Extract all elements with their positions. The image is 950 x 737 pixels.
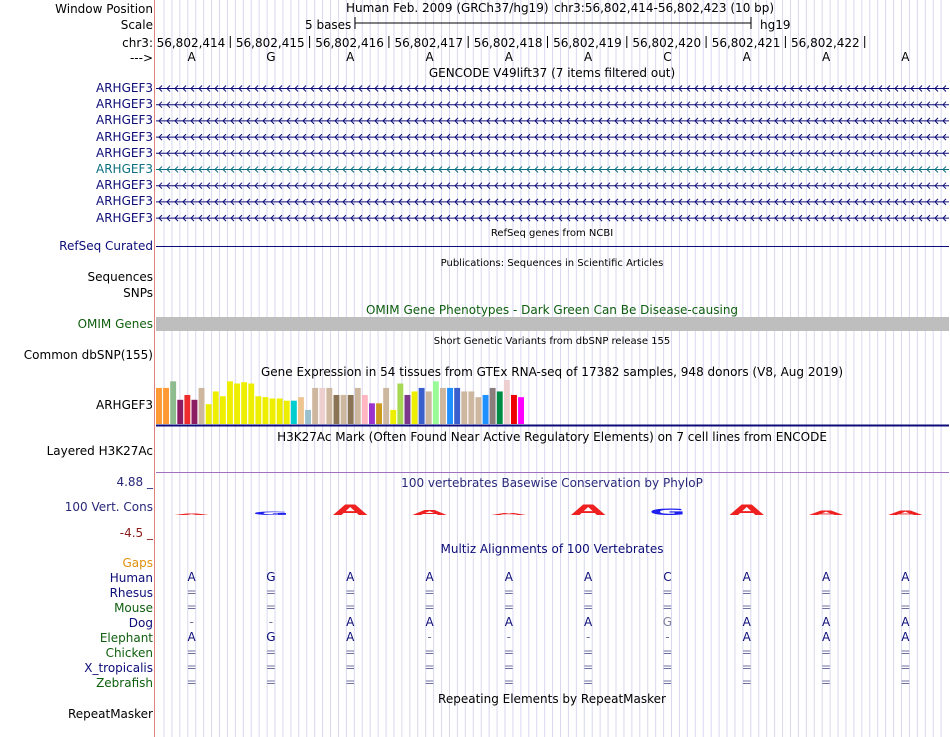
alignment-base: - — [189, 615, 194, 629]
alignment-base: = — [265, 660, 276, 674]
gtex-tissue-bar[interactable] — [497, 391, 503, 424]
gtex-tissue-bar[interactable] — [461, 391, 467, 424]
gtex-tissue-bar[interactable] — [241, 382, 247, 424]
phylop-max-label: 4.88 _ — [116, 475, 153, 489]
position-text: chr3:56,802,414-56,802,423 (10 bp) — [554, 1, 775, 15]
gtex-tissue-bar[interactable] — [163, 388, 169, 424]
gtex-tissue-bar[interactable] — [255, 396, 261, 424]
alignment-base: A — [584, 570, 593, 584]
coordinate-label: 56,802,420 — [632, 36, 702, 50]
alignment-base: A — [346, 570, 355, 584]
gtex-tissue-bar[interactable] — [277, 398, 283, 424]
alignment-base: = — [345, 675, 356, 689]
gene-label[interactable]: ARHGEF3 — [96, 145, 153, 160]
alignment-base: A — [425, 615, 434, 629]
species-label[interactable]: Chicken — [105, 646, 153, 660]
phylop-base-glyph — [888, 509, 923, 516]
gene-label[interactable]: ARHGEF3 — [96, 178, 153, 193]
gtex-tissue-bar[interactable] — [263, 397, 269, 424]
base-letter: A — [346, 50, 355, 64]
alignment-base: - — [268, 615, 274, 629]
alignment-base: A — [821, 570, 831, 584]
gtex-tissue-bar[interactable] — [397, 384, 403, 424]
gtex-tissue-bar[interactable] — [184, 395, 190, 424]
phylop-base-glyph — [809, 509, 844, 516]
gtex-tissue-bar[interactable] — [419, 388, 425, 424]
alignment-base: A — [584, 615, 593, 629]
base-letter: C — [663, 50, 672, 64]
alignment-base: = — [503, 600, 514, 614]
base-letter: A — [821, 50, 831, 64]
gtex-tissue-bar[interactable] — [447, 388, 453, 424]
phylop-track-label[interactable]: 100 Vert. Cons — [64, 500, 153, 514]
alignment-base: A — [504, 615, 513, 629]
base-letter: G — [266, 50, 276, 64]
phylop-letter: A — [888, 509, 923, 517]
phylop-track-title: 100 vertebrates Basewise Conservation by PhyloP — [401, 476, 703, 490]
alignment-base: = — [900, 660, 911, 674]
alignment-base: = — [741, 600, 752, 614]
gene-label[interactable]: ARHGEF3 — [96, 162, 153, 176]
alignment-base: = — [821, 600, 832, 614]
gtex-tissue-bar[interactable] — [362, 395, 368, 424]
gtex-tissue-bar[interactable] — [490, 388, 496, 424]
alignment-base: = — [821, 660, 832, 674]
alignment-base: = — [821, 675, 832, 689]
alignment-base: G — [662, 615, 673, 629]
gene-label[interactable]: ARHGEF3 — [96, 194, 153, 209]
phylop-base-glyph — [253, 511, 290, 516]
gene-label[interactable]: ARHGEF3 — [96, 113, 153, 128]
alignment-base: = — [265, 675, 276, 689]
alignment-base: C — [663, 570, 672, 584]
alignment-base: A — [742, 570, 751, 584]
gene-label[interactable]: ARHGEF3 — [96, 129, 153, 144]
alignment-base: = — [186, 600, 197, 614]
alignment-base: = — [662, 660, 673, 674]
alignment-base: = — [583, 585, 594, 599]
publications-track-title: Publications: Sequences in Scientific Articles — [440, 258, 664, 269]
dbsnp-track-label[interactable]: Common dbSNP(155) — [23, 348, 153, 362]
alignment-base: = — [583, 660, 594, 674]
sequences-track-label[interactable]: Sequences — [87, 270, 153, 284]
window-position-label: Window Position — [55, 2, 153, 16]
alignment-base: - — [665, 630, 670, 644]
h3k27ac-track-label[interactable]: Layered H3K27Ac — [46, 444, 153, 458]
alignment-base: = — [503, 645, 514, 659]
gtex-tissue-bar[interactable] — [248, 384, 254, 424]
coordinate-label: 56,802,418 — [473, 36, 543, 50]
alignment-base: = — [741, 585, 752, 599]
gtex-tissue-bar[interactable] — [319, 388, 325, 424]
phylop-min-label: -4.5 _ — [119, 526, 153, 540]
base-letter: A — [187, 50, 196, 64]
coordinate-label: 56,802,422 — [790, 36, 860, 50]
alignment-base: G — [266, 630, 276, 644]
alignment-base: = — [900, 645, 911, 659]
gtex-tissue-bar[interactable] — [390, 410, 396, 424]
species-label[interactable]: Zebrafish — [96, 676, 153, 690]
phylop-base-glyph — [729, 502, 764, 518]
alignment-base: - — [506, 630, 512, 644]
phylop-letter: G — [252, 511, 290, 517]
alignment-base: = — [186, 645, 197, 659]
alignment-base: = — [345, 600, 356, 614]
alignment-base: = — [583, 600, 594, 614]
base-letter: A — [742, 50, 751, 64]
phylop-letter: A — [729, 501, 765, 519]
repeatmasker-track-label[interactable]: RepeatMasker — [67, 707, 153, 721]
gtex-tissue-bar[interactable] — [227, 381, 233, 424]
alignment-base: = — [186, 660, 197, 674]
gtex-tissue-bar[interactable] — [220, 396, 226, 424]
species-label[interactable]: Rhesus — [109, 586, 153, 600]
gtex-tissue-bar[interactable] — [518, 397, 524, 424]
gtex-tissue-bar[interactable] — [199, 388, 205, 424]
alignment-base: = — [662, 600, 673, 614]
coordinate-label: 56,802,416 — [315, 36, 384, 50]
gtex-tissue-bar[interactable] — [476, 397, 482, 424]
alignment-base: - — [427, 630, 432, 644]
omim-track-title: OMIM Gene Phenotypes - Dark Green Can Be Disease-causing — [365, 303, 739, 317]
alignment-base: = — [741, 675, 752, 689]
phylop-letter: A — [332, 501, 368, 519]
chrom-label: chr3: — [122, 36, 153, 50]
phylop-base-glyph — [492, 513, 527, 516]
alignment-base: A — [346, 615, 355, 629]
db-text: hg19 — [760, 18, 791, 32]
alignment-base: G — [266, 570, 276, 584]
phylop-letter: A — [808, 509, 844, 517]
gtex-tissue-bar[interactable] — [348, 395, 354, 424]
phylop-letter: A — [412, 508, 447, 517]
snps-track-label[interactable]: SNPs — [123, 286, 153, 300]
gtex-tissue-bar[interactable] — [383, 388, 389, 424]
gaps-label[interactable]: Gaps — [122, 556, 153, 570]
alignment-base: = — [186, 585, 197, 599]
omim-gene-bar[interactable] — [156, 317, 949, 331]
gtex-tissue-bar[interactable] — [341, 395, 347, 424]
alignment-base: A — [504, 570, 513, 584]
gtex-tissue-bar[interactable] — [454, 388, 460, 424]
alignment-base: = — [503, 660, 514, 674]
alignment-base: = — [741, 645, 752, 659]
species-label[interactable]: Mouse — [114, 601, 153, 615]
scale-label: Scale — [120, 18, 153, 32]
alignment-base: = — [583, 645, 594, 659]
alignment-base: = — [186, 675, 197, 689]
gtex-tissue-bar[interactable] — [170, 381, 176, 424]
gtex-tissue-bar[interactable] — [192, 400, 198, 424]
gtex-tissue-bar[interactable] — [426, 391, 432, 424]
alignment-base: = — [265, 600, 276, 614]
gene-label[interactable]: ARHGEF3 — [96, 210, 153, 225]
alignment-base: = — [424, 645, 435, 659]
multiz-track-title: Multiz Alignments of 100 Vertebrates — [440, 542, 664, 556]
base-letter: A — [504, 50, 513, 64]
gtex-tissue-bar[interactable] — [483, 395, 489, 424]
alignment-base: - — [585, 630, 591, 644]
gtex-tissue-bar[interactable] — [440, 388, 446, 424]
coordinate-label: 56,802,421 — [711, 36, 781, 50]
gencode-track-title: GENCODE V49lift37 (7 items filtered out) — [428, 66, 676, 80]
alignment-base: = — [741, 660, 752, 674]
phylop-letter: A — [570, 501, 606, 519]
phylop-base-glyph — [649, 507, 686, 517]
gtex-track-label[interactable]: ARHGEF3 — [96, 398, 153, 412]
alignment-base: A — [187, 630, 196, 644]
alignment-base: A — [346, 630, 355, 644]
gene-label[interactable]: ARHGEF3 — [96, 81, 153, 95]
gtex-tissue-bar[interactable] — [405, 395, 411, 424]
gtex-tissue-bar[interactable] — [504, 380, 510, 424]
phylop-letter: A — [174, 513, 209, 516]
gtex-tissue-bar[interactable] — [433, 381, 439, 424]
coordinate-label: 56,802,419 — [553, 36, 622, 50]
coordinate-label: 56,802,414 — [156, 36, 226, 50]
refseq-track-title: RefSeq genes from NCBI — [490, 228, 614, 239]
alignment-base: = — [503, 585, 514, 599]
dbsnp-track-title: Short Genetic Variants from dbSNP release 155 — [433, 336, 671, 347]
scale-text: 5 bases — [305, 18, 352, 32]
alignment-base: = — [345, 660, 356, 674]
refseq-track-label[interactable]: RefSeq Curated — [59, 239, 153, 253]
gtex-tissue-bar[interactable] — [298, 397, 304, 424]
alignment-base: A — [742, 615, 751, 629]
phylop-base-glyph — [174, 513, 209, 515]
species-label[interactable]: X_tropicalis — [84, 661, 153, 675]
alignment-base: = — [345, 585, 356, 599]
alignment-base: = — [583, 675, 594, 689]
species-label[interactable]: Elephant — [99, 631, 153, 645]
gtex-tissue-bar[interactable] — [206, 404, 212, 424]
alignment-base: = — [821, 585, 832, 599]
alignment-base: = — [662, 645, 673, 659]
alignment-base: A — [821, 615, 831, 629]
alignment-base: A — [901, 570, 910, 584]
gtex-tissue-bar[interactable] — [284, 401, 290, 424]
alignment-base: A — [901, 630, 910, 644]
alignment-base: A — [901, 615, 910, 629]
gtex-tissue-bar[interactable] — [234, 384, 240, 424]
gtex-tissue-bar[interactable] — [334, 395, 340, 424]
base-letter: A — [584, 50, 593, 64]
base-letter: A — [901, 50, 910, 64]
gtex-tissue-bar[interactable] — [312, 388, 318, 424]
alignment-base: = — [265, 645, 276, 659]
repeatmasker-track-title: Repeating Elements by RepeatMasker — [438, 692, 666, 706]
alignment-base: = — [503, 675, 514, 689]
gtex-tissue-bar[interactable] — [511, 395, 517, 424]
phylop-base-glyph — [412, 508, 447, 516]
alignment-base: = — [662, 675, 673, 689]
gtex-tissue-bar[interactable] — [270, 398, 276, 424]
alignment-base: A — [742, 630, 751, 644]
alignment-base: A — [425, 570, 434, 584]
strand-label: ---> — [129, 51, 153, 65]
gene-label[interactable]: ARHGEF3 — [96, 97, 153, 112]
alignment-base: = — [424, 585, 435, 599]
assembly-text: Human Feb. 2009 (GRCh37/hg19) — [346, 1, 549, 15]
alignment-base: = — [900, 675, 911, 689]
gtex-tissue-bar[interactable] — [156, 388, 162, 424]
omim-track-label[interactable]: OMIM Genes — [77, 317, 153, 331]
species-label[interactable]: Dog — [128, 616, 153, 630]
alignment-base: = — [662, 585, 673, 599]
coordinate-label: 56,802,415 — [235, 36, 305, 50]
gtex-tissue-bar[interactable] — [177, 400, 183, 424]
base-letter: A — [425, 50, 434, 64]
phylop-base-glyph — [333, 502, 368, 518]
gtex-tissue-bar[interactable] — [376, 403, 382, 424]
coordinate-label: 56,802,417 — [394, 36, 464, 50]
gtex-track-title: Gene Expression in 54 tissues from GTEx RNA-seq of 17382 samples, 948 donors (V8, Aug 2019) — [260, 365, 844, 379]
gtex-tissue-bar[interactable] — [326, 388, 332, 424]
phylop-letter: G — [649, 507, 686, 518]
alignment-base: = — [821, 645, 832, 659]
alignment-base: = — [900, 585, 911, 599]
alignment-base: = — [424, 660, 435, 674]
phylop-base-glyph — [571, 502, 606, 518]
alignment-base: = — [424, 600, 435, 614]
gtex-tissue-bar[interactable] — [355, 388, 361, 424]
alignment-base: A — [821, 630, 831, 644]
h3k27ac-track-title: H3K27Ac Mark (Often Found Near Active Regulatory Elements) on 7 cell lines from ENCODE — [277, 430, 827, 444]
alignment-base: A — [187, 570, 196, 584]
alignment-base: = — [424, 675, 435, 689]
gtex-tissue-bar[interactable] — [305, 410, 311, 424]
alignment-base: = — [265, 585, 276, 599]
phylop-letter: A — [491, 512, 527, 516]
gtex-tissue-bar[interactable] — [291, 401, 297, 424]
alignment-base: = — [900, 600, 911, 614]
gtex-tissue-bar[interactable] — [468, 391, 474, 424]
alignment-base: = — [345, 645, 356, 659]
gtex-tissue-bar[interactable] — [213, 391, 219, 424]
gtex-tissue-bar[interactable] — [412, 391, 418, 424]
gtex-tissue-bar[interactable] — [369, 403, 375, 424]
species-label[interactable]: Human — [109, 571, 153, 585]
